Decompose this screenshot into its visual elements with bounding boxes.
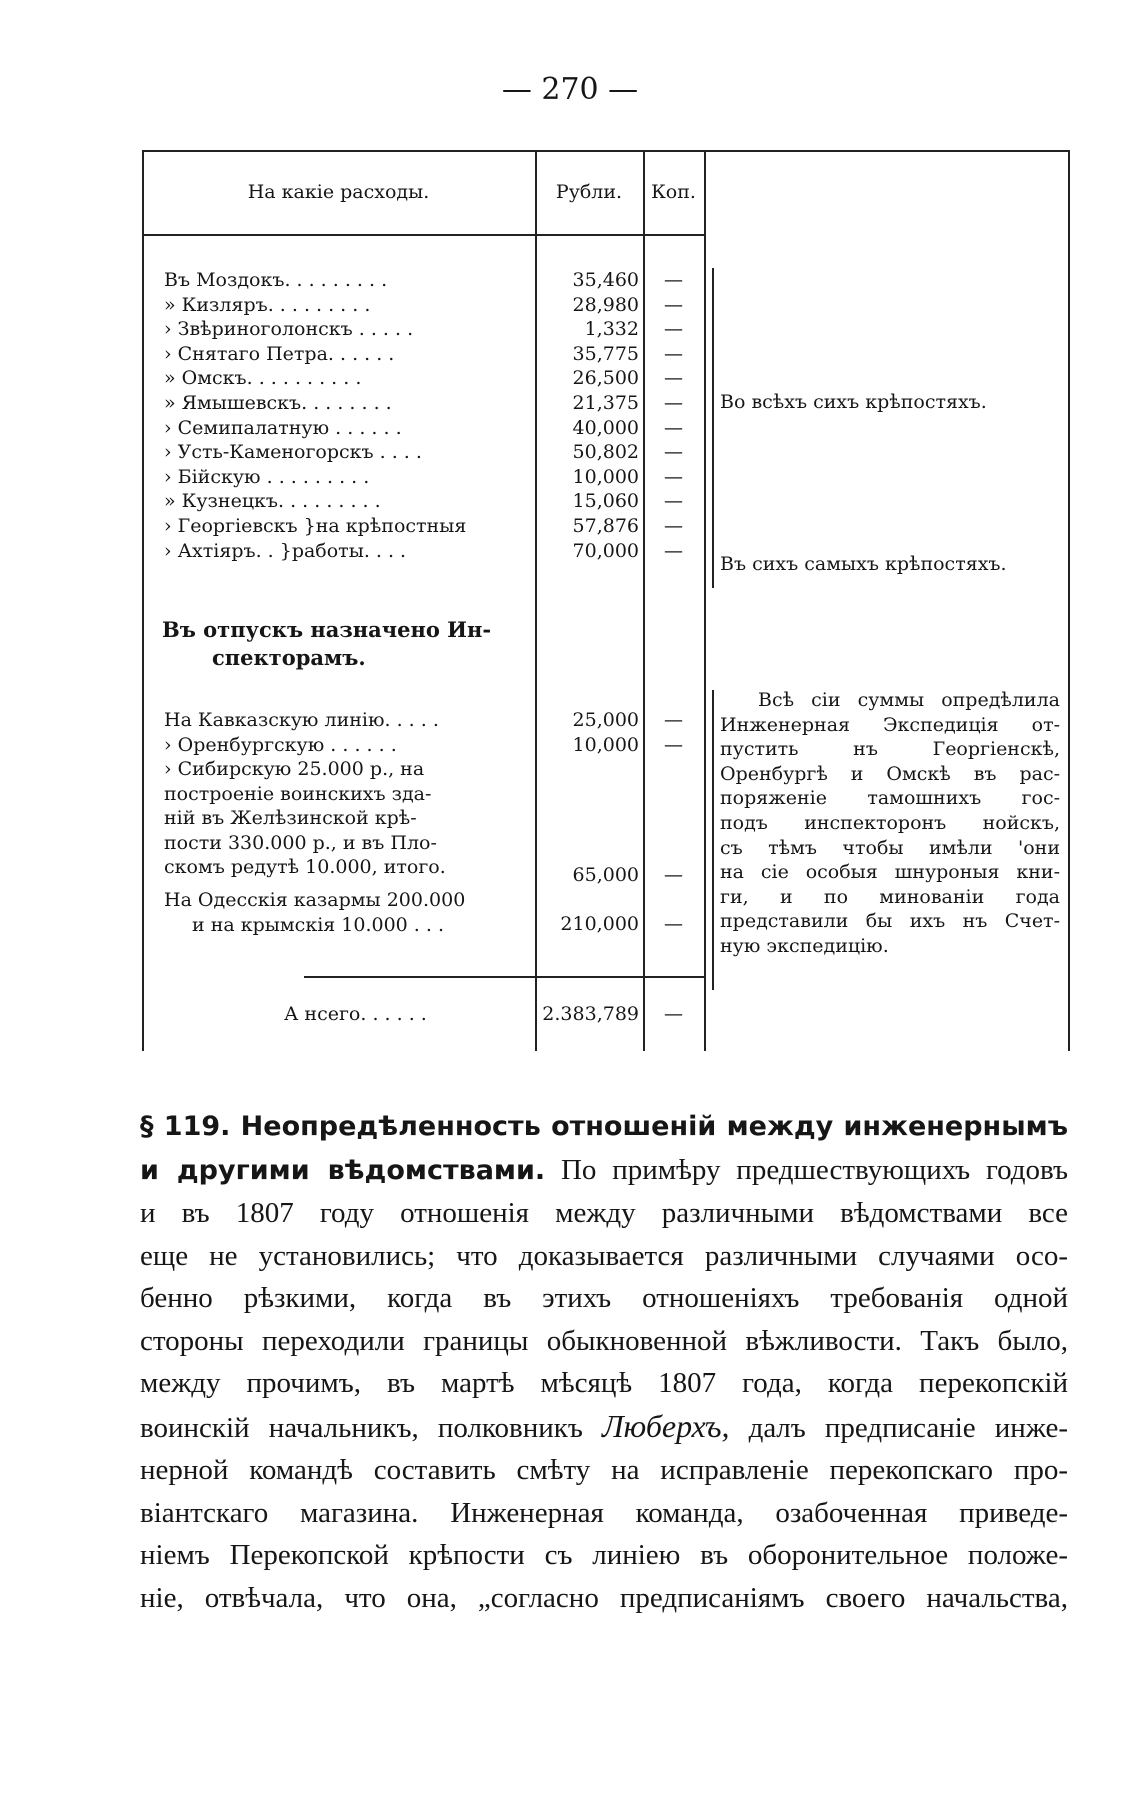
row-kop: — <box>664 539 683 562</box>
row-kop: — <box>664 709 683 731</box>
total-kop: — <box>664 1003 683 1025</box>
row-kop: — <box>664 465 683 488</box>
note-line: ную экспедицію. <box>720 934 889 957</box>
row-name: › Оренбургскую . . . . . . <box>164 733 397 756</box>
section-heading-2: и другими вѣдомствами. <box>140 1154 546 1186</box>
row-kop: — <box>664 342 683 365</box>
italic-name: Люберхъ, <box>602 1407 730 1444</box>
row-kop: — <box>664 490 683 513</box>
row-name: › Звѣриноголонскъ . . . . . <box>164 318 414 341</box>
expense-table <box>142 150 1070 1051</box>
row-rubles: 26,500 <box>572 367 639 390</box>
row-rubles: 10,000 <box>572 465 639 488</box>
odessa-rubles: 210,000 <box>560 913 639 935</box>
siberia-line: › Сибирскую 25.000 р., на <box>164 758 425 780</box>
paragraph-line: бенно рѣзкими, когда въ этихъ отношеніяхъ требованія одной <box>140 1282 1068 1314</box>
row-rubles: 28,980 <box>572 293 639 316</box>
row-rubles: 1,332 <box>584 318 639 341</box>
row-kop: — <box>664 293 683 316</box>
row-name: › Семипалатную . . . . . . <box>164 416 402 439</box>
header-expense: На какіе расходы. <box>247 181 430 203</box>
row-name: » Омскъ. . . . . . . . . . <box>164 367 362 390</box>
note-line: Всѣ сіи суммы опредѣлила <box>758 689 1060 711</box>
note-line: съ тѣмъ чтобы имѣли 'они <box>720 836 1060 859</box>
table-top-rule <box>142 150 1070 152</box>
paragraph-text: воинскій начальникъ, полковникъ <box>140 1411 583 1444</box>
group-note-1: Во всѣхъ сихъ крѣпостяхъ. <box>720 391 987 413</box>
note-line: Инженерная Экспедиція от- <box>720 713 1060 736</box>
row-kop: — <box>664 416 683 439</box>
row-rubles: 50,802 <box>572 441 639 464</box>
paragraph-text: По примѣру предшествующихъ годовъ <box>560 1153 1069 1186</box>
note-column <box>720 688 1060 959</box>
row-rubles: 15,060 <box>572 490 639 513</box>
row-rubles: 21,375 <box>572 392 639 414</box>
note-line: представили бы ихъ нъ Счет- <box>720 910 1060 933</box>
row-name: › Снятаго Петра. . . . . . <box>164 342 395 365</box>
row-kop: — <box>664 367 683 390</box>
row-name: » Кузнецкъ. . . . . . . . . <box>164 490 381 513</box>
note-line: пустить нъ Георгіенскѣ, <box>720 738 1060 761</box>
row-kop: — <box>664 515 683 537</box>
row-rubles: 57,876 <box>572 515 639 537</box>
note-line: на сіе особыя шнуроныя кни- <box>720 861 1060 884</box>
table-right-border <box>1068 150 1070 1051</box>
header-bottom-rule <box>142 234 705 236</box>
siberia-line: скомъ редутѣ 10.000, итого. <box>164 856 446 879</box>
row-kop: — <box>664 441 683 464</box>
total-label: А нсего. . . . . . <box>284 1003 427 1025</box>
section-heading-1: § 119. Неопредѣленность отношеній между инженернымъ <box>140 1111 1068 1142</box>
brace-2 <box>712 538 714 588</box>
row-rubles: 40,000 <box>572 416 639 439</box>
row-rubles: 25,000 <box>572 709 639 731</box>
row-name: › Георгіевскъ }на крѣпостныя <box>164 515 467 537</box>
row-name: › Усть-Каменогорскъ . . . . <box>164 441 422 464</box>
row-rubles: 70,000 <box>572 539 639 562</box>
row-name: Въ Моздокъ. . . . . . . . . <box>164 269 388 291</box>
note-line: ги, и по минованіи года <box>720 885 1060 908</box>
body-paragraph <box>140 1105 1068 1619</box>
odessa-kop: — <box>664 913 683 935</box>
row-kop: — <box>664 318 683 341</box>
row-name: На Кавказскую линію. . . . . <box>164 709 439 731</box>
paragraph-line: віантскаго магазина. Инженерная команда, озабоченная приведе- <box>140 1496 1068 1529</box>
paragraph-line: еще не установились; что доказывается различными случаями осо- <box>140 1239 1068 1272</box>
paragraph-line: ніемъ Перекопской крѣпости съ линіею въ оборонительное положе- <box>140 1539 1068 1571</box>
row-kop: — <box>664 269 683 291</box>
total-rubles: 2.383,789 <box>542 1003 639 1025</box>
brace-1 <box>712 268 714 538</box>
siberia-line: пости 330.000 р., и въ Пло- <box>164 831 437 854</box>
paragraph-line <box>140 1405 1068 1450</box>
section2-title-1: Въ отпускъ назначено Ин- <box>162 617 492 642</box>
siberia-line: ній въ Желѣзинской крѣ- <box>164 807 417 830</box>
row-kop: — <box>664 392 683 414</box>
col-note-left <box>704 150 706 1051</box>
paragraph-line: ніе, отвѣчала, что она, „согласно предписаніямъ своего начальства, <box>140 1581 1068 1614</box>
siberia-kop: — <box>664 864 683 886</box>
paragraph-line: стороны переходили границы обыкновенной вѣжливости. Такъ было, <box>140 1324 1068 1357</box>
paragraph-line: нерной командѣ составить смѣту на исправленіе перекопскаго про- <box>140 1454 1068 1486</box>
header-rubles: Рубли. <box>555 181 623 203</box>
brace-3 <box>712 690 714 990</box>
table-left-border <box>142 150 144 1051</box>
row-name: » Кизляръ. . . . . . . . . <box>164 293 371 316</box>
paragraph-text: дaлъ предписаніе инже- <box>748 1411 1069 1444</box>
siberia-rubles: 65,000 <box>572 864 639 886</box>
row-name: » Ямышевскъ. . . . . . . . <box>164 392 392 414</box>
note-line: Оренбургѣ и Омскѣ въ рас- <box>720 762 1060 785</box>
note-line: подъ инспекторонъ нойскъ, <box>720 811 1060 834</box>
odessa-line: и на крымскія 10.000 . . . <box>192 913 445 936</box>
group-note-2: Въ сихъ самыхъ крѣпостяхъ. <box>720 553 1007 575</box>
row-rubles: 10,000 <box>572 733 639 756</box>
row-rubles: 35,460 <box>572 269 639 291</box>
section2-title-2: спекторамъ. <box>212 645 366 670</box>
paragraph-line <box>140 1105 1068 1149</box>
header-kopecks: Коп. <box>651 181 696 203</box>
note-line: поряженіе тамошнихъ гос- <box>720 787 1060 810</box>
paragraph-line <box>140 1149 1068 1193</box>
page-number: — 270 — <box>501 72 639 107</box>
paragraph-line: и въ 1807 году отношенія между различными вѣдомствами все <box>140 1197 1068 1229</box>
row-name: › Бійскую . . . . . . . . . <box>164 465 370 488</box>
odessa-line: На Одесскія казармы 200.000 <box>164 889 466 911</box>
row-kop: — <box>664 733 683 756</box>
row-rubles: 35,775 <box>572 342 639 365</box>
siberia-line: построеніе воинскихъ зда- <box>164 782 432 805</box>
row-name: › Ахтіяръ. . }работы. . . . <box>164 539 407 562</box>
paragraph-line: между прочимъ, въ мартѣ мѣсяцѣ 1807 года, когда перекопскій <box>140 1367 1068 1399</box>
